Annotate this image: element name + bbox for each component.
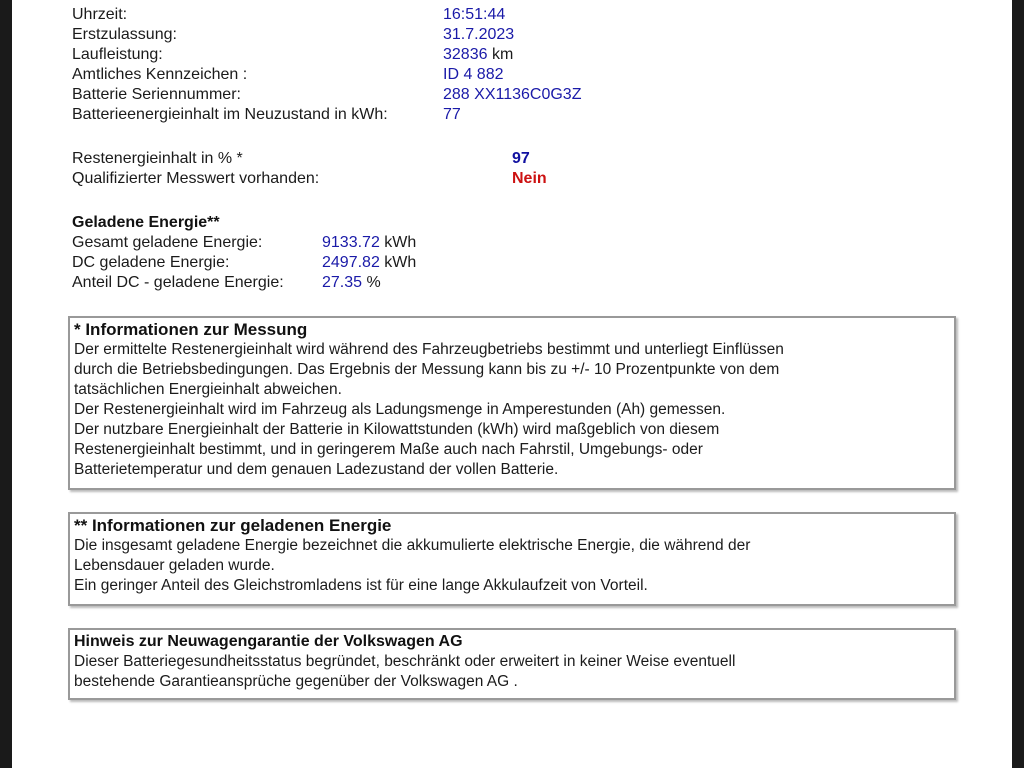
dc-energy-unit: kWh	[384, 254, 417, 271]
total-energy-value: 9133.72	[322, 234, 380, 251]
qualified-label: Qualifizierter Messwert vorhanden:	[72, 170, 320, 187]
box-line: Ein geringer Anteil des Gleichstromladens ist für eine lange Akkulaufzeit von Vorteil.	[74, 577, 648, 594]
box-line: Die insgesamt geladene Energie bezeichnet die akkumulierte elektrische Energie, die während der	[74, 537, 751, 554]
box-title: Hinweis zur Neuwagengarantie der Volkswagen AG	[74, 633, 463, 650]
info-label: Amtliches Kennzeichen :	[72, 66, 248, 83]
info-value: ID 4 882	[443, 66, 504, 83]
energy-label: Anteil DC - geladene Energie:	[72, 274, 284, 291]
qualified-value: Nein	[512, 170, 547, 187]
box-line: Batterietemperatur und dem genauen Ladezustand der vollen Batterie.	[74, 461, 559, 478]
mileage-value: 32836	[443, 46, 488, 63]
box-title: * Informationen zur Messung	[74, 320, 308, 339]
box-line: Der Restenergieinhalt wird im Fahrzeug als Ladungsmenge in Amperestunden (Ah) gemessen.	[74, 401, 726, 418]
info-label: Laufleistung:	[72, 46, 163, 63]
energy-label: DC geladene Energie:	[72, 254, 230, 271]
energy-value	[322, 253, 416, 273]
info-label: Erstzulassung:	[72, 26, 177, 43]
box-line: Der ermittelte Restenergieinhalt wird während des Fahrzeugbetriebs bestimmt und unterliegt Einflüssen	[74, 341, 784, 358]
box-line: Restenergieinhalt bestimmt, und in geringerem Maße auch nach Fahrstil, Umgebungs- oder	[74, 441, 703, 458]
dc-energy-value: 2497.82	[322, 254, 380, 271]
energy-heading: Geladene Energie**	[72, 214, 220, 231]
measurement-info-box	[68, 316, 956, 490]
info-value: 77	[443, 106, 461, 123]
info-label: Batterie Seriennummer:	[72, 86, 241, 103]
box-line: tatsächlichen Energieinhalt abweichen.	[74, 381, 342, 398]
box-line: Dieser Batteriegesundheitsstatus begründet, beschränkt oder erweitert in keiner Weise eventuell	[74, 653, 736, 670]
mileage-unit: km	[491, 46, 514, 63]
charged-energy-info-box	[68, 512, 956, 606]
info-value: 31.7.2023	[443, 26, 515, 43]
box-line: Der nutzbare Energieinhalt der Batterie in Kilowattstunden (kWh) wird maßgeblich von diesem	[74, 421, 720, 438]
energy-label: Gesamt geladene Energie:	[72, 234, 263, 251]
box-line: bestehende Garantieansprüche gegenüber der Volkswagen AG .	[74, 673, 518, 690]
report-page	[12, 0, 1012, 768]
box-title: ** Informationen zur geladenen Energie	[74, 516, 392, 535]
info-label: Batterieenergieinhalt im Neuzustand in kWh:	[72, 106, 388, 123]
info-value: 288 XX1136C0G3Z	[443, 86, 582, 103]
info-value: 16:51:44	[443, 6, 506, 23]
dc-share-unit: %	[366, 274, 381, 291]
total-energy-unit: kWh	[384, 234, 417, 251]
info-value	[443, 45, 513, 65]
energy-value	[322, 233, 416, 253]
rest-energy-value: 97	[512, 150, 530, 167]
rest-energy-label: Restenergieinhalt in % *	[72, 150, 243, 167]
dc-share-value: 27.35	[322, 274, 363, 291]
box-line: durch die Betriebsbedingungen. Das Ergebnis der Messung kann bis zu +/- 10 Prozentpunkte von dem	[74, 361, 780, 378]
box-line: Lebensdauer geladen wurde.	[74, 557, 275, 574]
info-label: Uhrzeit:	[72, 6, 128, 23]
warranty-info-box	[68, 628, 956, 700]
energy-value	[322, 273, 381, 293]
